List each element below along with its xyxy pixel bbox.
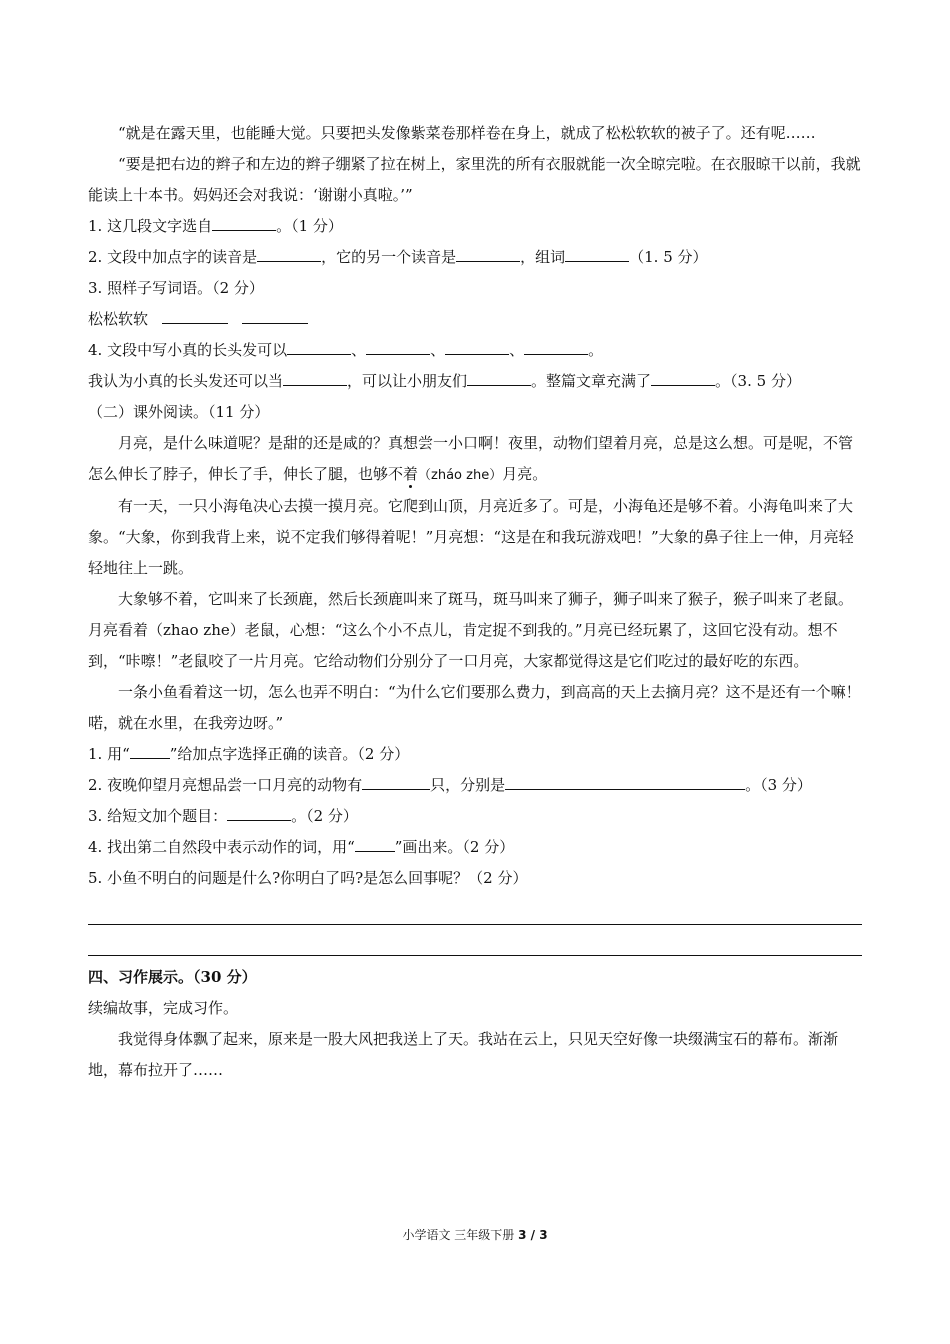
reading-paragraph: 有一天，一只小海龟决心去摸一摸月亮。它爬到山顶，月亮近多了。可是，小海龟还是够不着。小海龟叫来了大象。“大象，你到我背上来，说不定我们够得着呢！”月亮想：“这是在和我玩游戏吧！”大象的鼻子往上一伸，月亮轻轻地往上一跳。 [88, 497, 854, 577]
answer-blank[interactable] [456, 246, 520, 262]
question-2-4: 4. 找出第二自然段中表示动作的词，用“ ”画出来。（2 分） [88, 838, 515, 856]
answer-blank[interactable] [467, 370, 531, 386]
section-4-title: 四、习作展示。（30 分） [88, 968, 257, 986]
passage-paragraph: “要是把右边的辫子和左边的辫子绷紧了拉在树上，家里洗的所有衣服就能一次全晾完啦。在衣服晾干以前，我就能读上十本书。妈妈还会对我说：‘谢谢小真啦。’” [88, 155, 861, 204]
answer-line[interactable] [88, 925, 862, 956]
answer-blank[interactable] [227, 805, 291, 821]
answer-line[interactable] [88, 894, 862, 925]
question-1-1: 1. 这几段文字选自 。（1 分） [88, 217, 343, 235]
question-1-3: 3. 照样子写词语。（2 分） [88, 279, 264, 297]
page-footer: 小学语文 三年级下册 3 / 3 [402, 1228, 548, 1242]
answer-blank[interactable] [355, 836, 395, 852]
question-2-3: 3. 给短文加个题目： 。（2 分） [88, 807, 358, 825]
answer-blank[interactable] [283, 370, 347, 386]
question-1-4b: 我认为小真的长头发还可以当 ，可以让小朋友们 。整篇文章充满了 。（3. 5 分） [88, 372, 801, 390]
exam-page [88, 118, 862, 1086]
question-1-4: 4. 文段中写小真的长头发可以 、 、 、 。 [88, 341, 604, 359]
question-2-1: 1. 用“ ”给加点字选择正确的读音。（2 分） [88, 745, 410, 763]
answer-blank[interactable] [130, 743, 170, 759]
answer-blank[interactable] [565, 246, 629, 262]
question-1-2: 2. 文段中加点字的读音是 ，它的另一个读音是 ，组词 （1. 5 分） [88, 248, 708, 266]
reading-paragraph: 一条小鱼看着这一切，怎么也弄不明白：“为什么它们要那么费力，到高高的天上去摘月亮？这不是还有一个嘛！喏，就在水里，在我旁边呀。” [88, 683, 861, 732]
answer-blank[interactable] [524, 339, 588, 355]
answer-blank[interactable] [287, 339, 351, 355]
question-2-2: 2. 夜晚仰望月亮想品尝一口月亮的动物有 只，分别是 。（3 分） [88, 776, 812, 794]
answer-blank[interactable] [162, 308, 228, 324]
answer-blank[interactable] [445, 339, 509, 355]
writing-instruction: 续编故事，完成习作。 [88, 999, 239, 1017]
answer-blank[interactable] [242, 308, 308, 324]
reading-paragraph: 大象够不着，它叫来了长颈鹿，然后长颈鹿叫来了斑马，斑马叫来了狮子，狮子叫来了猴子，猴子叫来了老鼠。月亮看着（zhao zhe）老鼠，心想：“这么个小不点儿，肯定捉不到我的。”月亮已经玩累了，这回它没有动。想不到，“咔嚓！”老鼠咬了一片月亮。它给动物们分别分了一口月亮，大家都觉得这是它们吃过的最好吃的东西。 [88, 590, 854, 670]
answer-blank[interactable] [257, 246, 321, 262]
reading-paragraph: 月亮，是什么味道呢？是甜的还是咸的？真想尝一小口啊！夜里，动物们望着月亮，总是这么想。可是呢，不管怎么伸长了脖子，伸长了手，伸长了腿，也够不着（zháo zhe）月亮。 [88, 434, 854, 483]
answer-blank[interactable] [362, 774, 430, 790]
answer-blank[interactable] [651, 370, 715, 386]
passage-paragraph: “就是在露天里，也能睡大觉。只要把头发像紫菜卷那样卷在身上，就成了松松软软的被子了。还有呢…… [118, 124, 816, 142]
section-2-title: （二）课外阅读。（11 分） [88, 403, 270, 421]
answer-blank[interactable] [366, 339, 430, 355]
question-1-3-example: 松松软软 [88, 304, 862, 335]
answer-blank[interactable] [212, 215, 276, 231]
question-2-5: 5. 小鱼不明白的问题是什么?你明白了吗?是怎么回事呢？（2 分） [88, 869, 528, 887]
writing-prompt: 我觉得身体飘了起来，原来是一股大风把我送上了天。我站在云上，只见天空好像一块缀满宝石的幕布。渐渐地，幕布拉开了…… [88, 1030, 839, 1079]
dotted-character: 着 [403, 465, 419, 483]
page-number: 3 / 3 [518, 1228, 548, 1242]
answer-blank[interactable] [505, 774, 745, 790]
